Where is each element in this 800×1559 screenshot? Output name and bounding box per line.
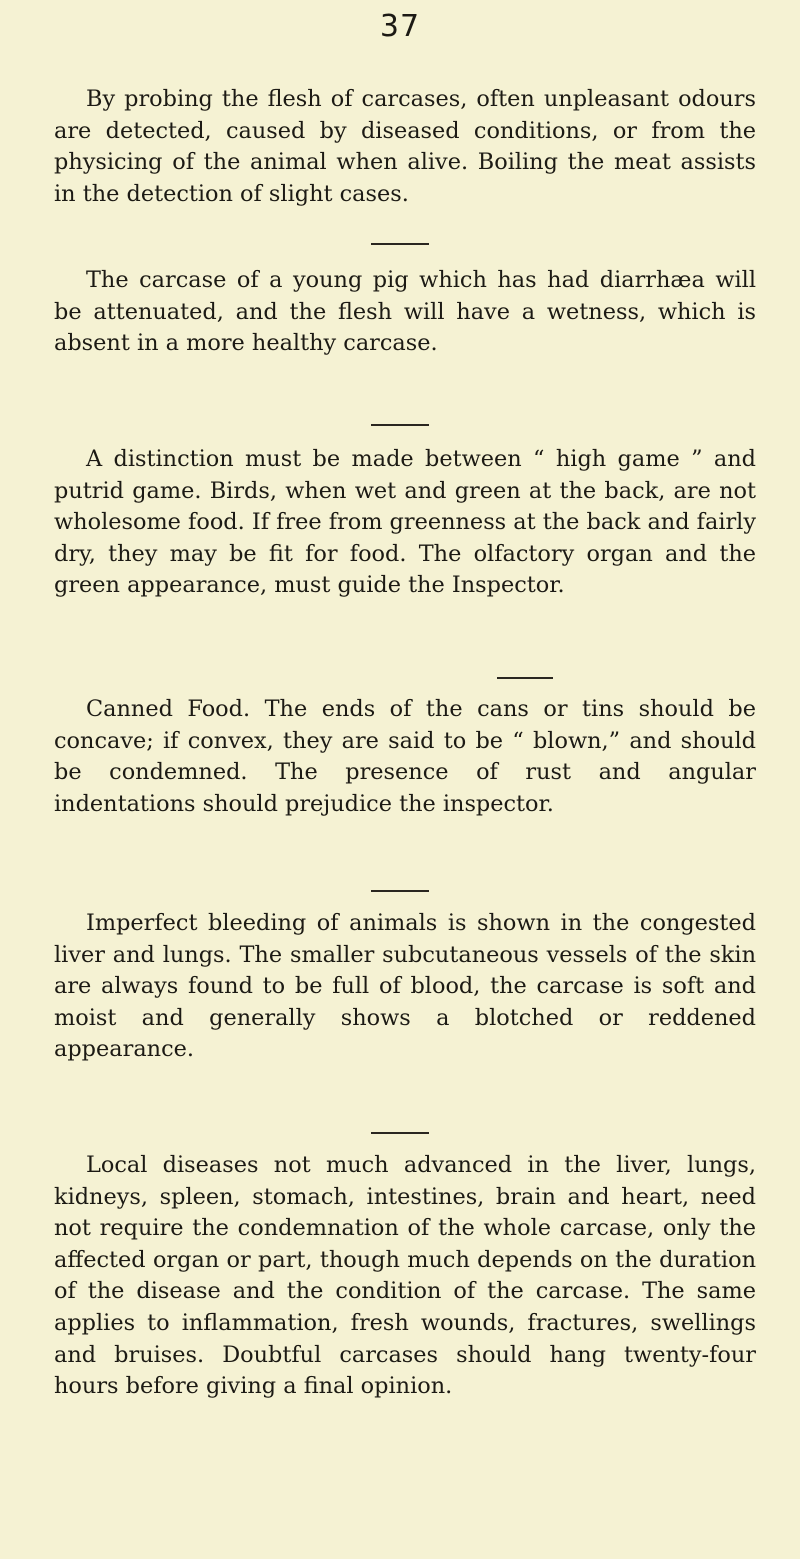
section-divider [371, 424, 429, 426]
section-divider [497, 677, 553, 679]
paragraph-text: Imperfect bleeding of animals is shown in the congested liver and lungs. The smaller subcutaneous vessels of the skin are always found to be full of blood, the carcase is soft and moist and generally shows a blotched or reddened appearance. [54, 910, 756, 1063]
paragraph-probing [54, 84, 756, 210]
paragraph-game [54, 444, 756, 602]
paragraph-canned-food [54, 694, 756, 820]
section-divider [371, 243, 429, 245]
paragraph-young-pig [54, 265, 756, 360]
page-number: 37 [379, 9, 421, 44]
paragraph-text: The carcase of a young pig which has had diarrhæa will be attenuated, and the flesh will have a wetness, which is absent in a more healthy carcase. [54, 267, 756, 357]
paragraph-text: By probing the flesh of carcases, often unpleasant odours are detected, caused by diseased conditions, or from the physicing of the animal when alive. Boiling the meat assists in the detection of slight cases. [54, 86, 756, 207]
paragraph-bleeding [54, 908, 756, 1066]
section-divider [371, 1132, 429, 1134]
paragraph-text: Canned Food. The ends of the cans or tins should be concave; if convex, they are said to be “ blown,” and should be condemned. The presence of rust and angular indentations should prejudice the inspector. [54, 696, 756, 817]
paragraph-text: A distinction must be made between “ high game ” and putrid game. Birds, when wet and green at the back, are not wholesome food. If free from greenness at the back and fairly dry, they may be fit for food. The olfactory organ and the green appearance, must guide the Inspector. [54, 446, 756, 599]
section-divider [371, 890, 429, 892]
paragraph-text: Local diseases not much advanced in the liver, lungs, kidneys, spleen, stomach, intestines, brain and heart, need not require the condemnation of the whole carcase, only the affected organ or part, though much depends on the duration of the disease and the condition of the carcase. The same applies to inflammation, fresh wounds, fractures, swellings and bruises. Doubtful carcases should hang twenty-four hours before giving a final opinion. [54, 1152, 756, 1400]
paragraph-local-diseases [54, 1150, 756, 1403]
